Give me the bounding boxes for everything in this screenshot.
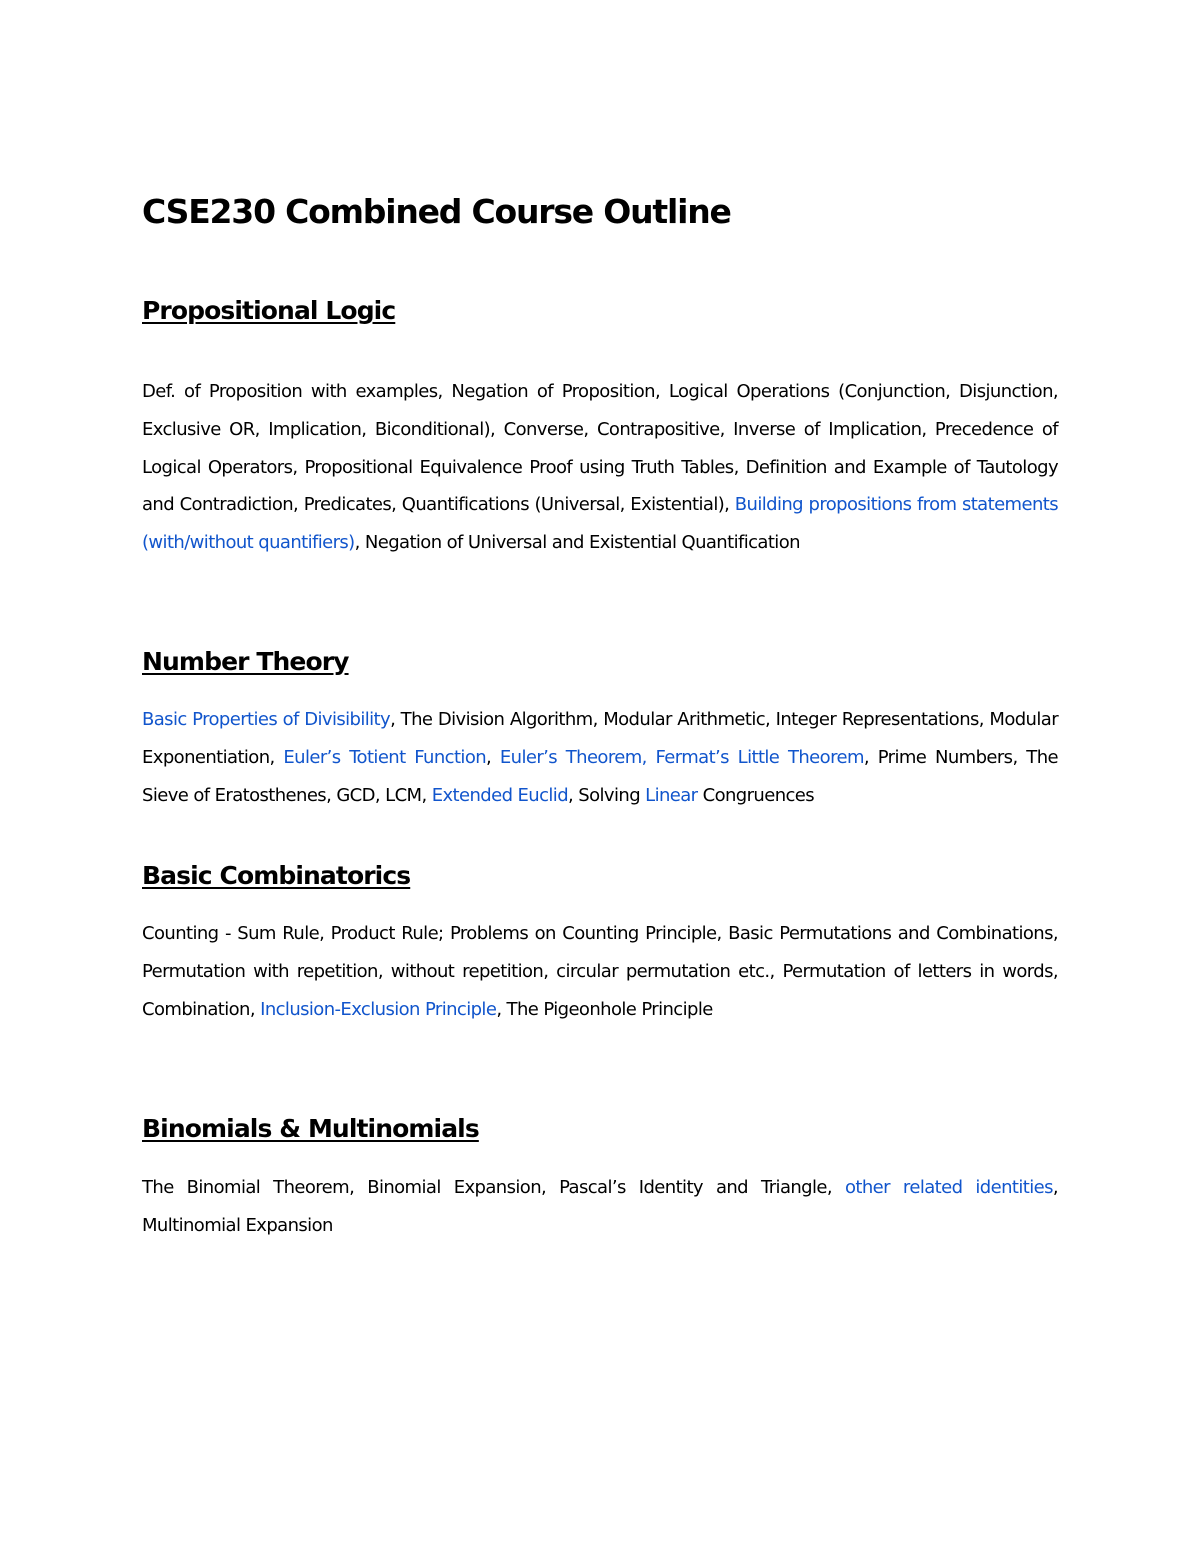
link-eulers-totient-function[interactable]: Euler’s Totient Function bbox=[283, 746, 487, 768]
body-text: Counting - Sum Rule, Product Rule; Problems on Counting Principle, Basic Permutations and Combinations, Permutation with repetition, without repetition, circular permutation etc., Permutation of letters in words, Combination, bbox=[142, 923, 1058, 1020]
document-title: CSE230 Combined Course Outline bbox=[142, 192, 731, 231]
body-text: Def. of Proposition with examples, Negation of Proposition, Logical Operations (Conjunction, Disjunction, Exclusive OR, Implication, Biconditional), Converse, Contrapositive, Inverse of Implication, Precedence of Logical Operators, Propositional Equivalence Proof using Truth Tables, Definition and Example of Tautology and Contradiction, Predicates, Quantifications (Universal, Existential), bbox=[142, 381, 1058, 516]
body-text: , Solving bbox=[568, 784, 646, 806]
body-text: Congruences bbox=[697, 784, 815, 806]
body-text: , Negation of Universal and Existential Quantification bbox=[354, 532, 800, 554]
section-body-basic-combinatorics bbox=[142, 915, 1058, 1028]
section-body-binomials bbox=[142, 1169, 1058, 1245]
link-extended-euclid[interactable]: Extended Euclid bbox=[431, 784, 569, 806]
link-building-propositions[interactable]: Building propositions from statements (with/without quantifiers) bbox=[142, 494, 1058, 554]
link-basic-properties-divisibility[interactable]: Basic Properties of Divisibility bbox=[142, 709, 391, 730]
body-text: , Multinomial Expansion bbox=[142, 1177, 1058, 1236]
body-text: , Prime Numbers, The Sieve of Eratosthenes, GCD, LCM, bbox=[142, 746, 1058, 806]
section-heading-number-theory: Number Theory bbox=[142, 647, 349, 676]
body-text: , The Pigeonhole Principle bbox=[496, 998, 713, 1020]
section-heading-binomials: Binomials & Multinomials bbox=[142, 1114, 479, 1143]
section-body-number-theory bbox=[142, 701, 1058, 814]
link-linear[interactable]: Linear bbox=[645, 784, 698, 806]
link-other-related-identities[interactable]: other related identities bbox=[845, 1177, 1053, 1198]
section-heading-basic-combinatorics: Basic Combinatorics bbox=[142, 861, 411, 890]
section-heading-propositional-logic: Propositional Logic bbox=[142, 296, 396, 325]
body-text: , The Division Algorithm, Modular Arithmetic, Integer Representations, Modular Exponentiation, bbox=[142, 709, 1058, 768]
body-text: , bbox=[486, 746, 500, 768]
link-eulers-fermats-theorem[interactable]: Euler’s Theorem, Fermat’s Little Theorem bbox=[499, 746, 864, 768]
section-body-propositional-logic bbox=[142, 373, 1058, 562]
body-text: The Binomial Theorem, Binomial Expansion, Pascal’s Identity and Triangle, bbox=[142, 1177, 845, 1198]
link-inclusion-exclusion[interactable]: Inclusion-Exclusion Principle bbox=[260, 998, 497, 1020]
